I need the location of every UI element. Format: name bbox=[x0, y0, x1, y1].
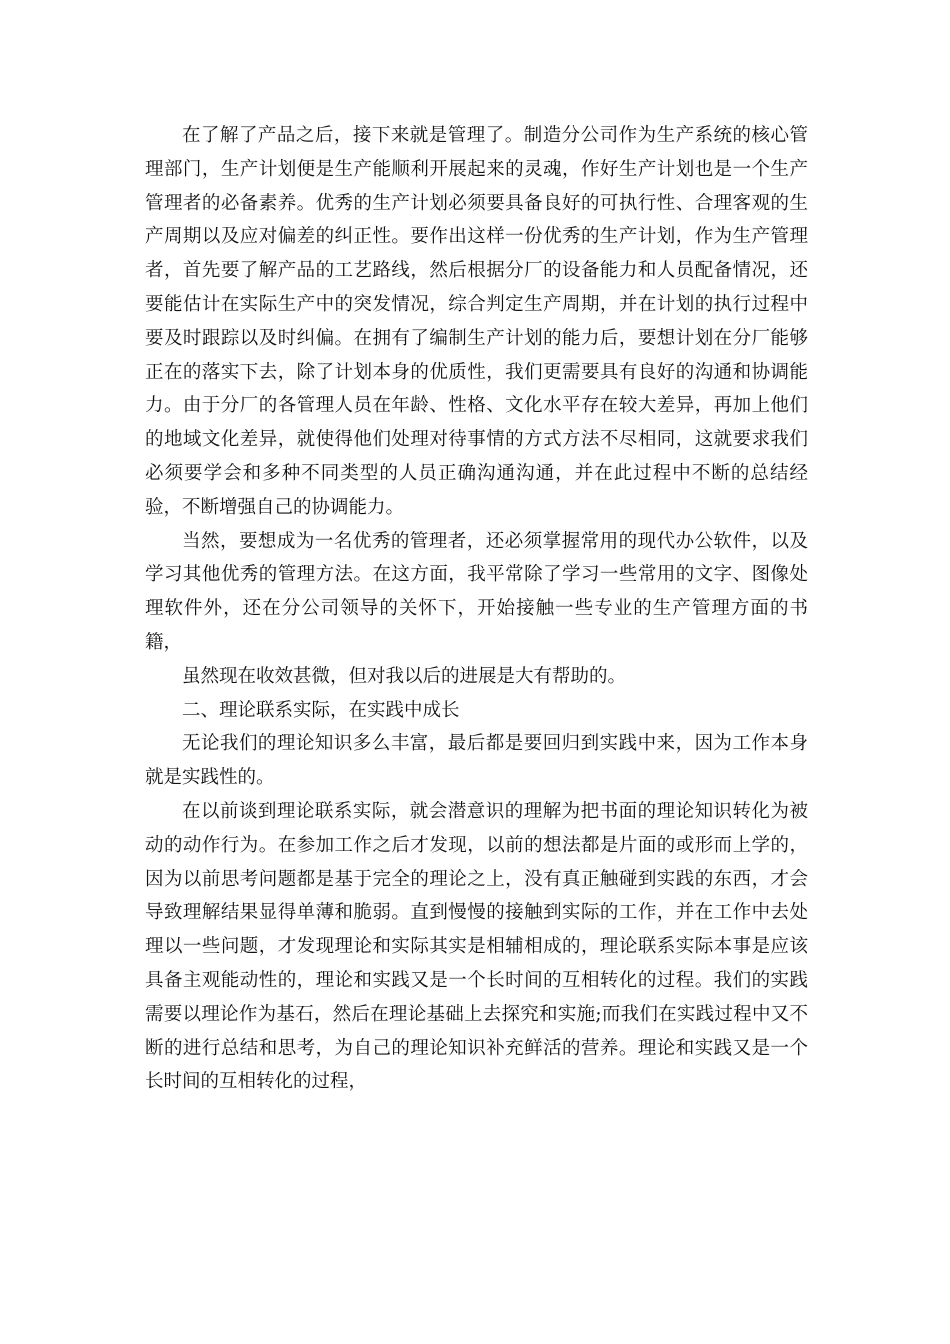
paragraph-theory-practice-conversion: 在以前谈到理论联系实际，就会潜意识的理解为把书面的理论知识转化为被动的动作行为。在参加工作之后才发现，以前的想法都是片面的或形而上学的，因为以前思考问题都是基于完全的理论之上，没有真正触碰到实践的东西，才会导致理解结果显得单薄和脆弱。直到慢慢的接触到实际的工作，并在工作中去处理以一些问题，才发现理论和实际其实是相辅相成的，理论联系实际本事是应该具备主观能动性的，理论和实践又是一个长时间的互相转化的过程。我们的实践需要以理论作为基石，然后在理论基础上去探究和实施;而我们在实践过程中又不断的进行总结和思考，为自己的理论知识补充鲜活的营养。理论和实践又是一个长时间的互相转化的过程， bbox=[145, 800, 808, 1093]
document-body bbox=[145, 119, 808, 1099]
paragraph-return-to-practice: 无论我们的理论知识多么丰富，最后都是要回归到实践中来，因为工作本身就是实践性的。 bbox=[145, 733, 808, 789]
paragraph-production-planning: 在了解了产品之后，接下来就是管理了。制造分公司作为生产系统的核心管理部门，生产计划便是生产能顺利开展起来的灵魂，作好生产计划也是一个生产管理者的必备素养。优秀的生产计划必须要具备良好的可执行性、合理客观的生产周期以及应对偏差的纠正性。要作出这样一份优秀的生产计划，作为生产管理者，首先要了解产品的工艺路线，然后根据分厂的设备能力和人员配备情况，还要能估计在实际生产中的突发情况，综合判定生产周期，并在计划的执行过程中要及时跟踪以及时纠偏。在拥有了编制生产计划的能力后，要想计划在分厂能够正在的落实下去，除了计划本身的优质性，我们更需要具有良好的沟通和协调能力。由于分厂的各管理人员在年龄、性格、文化水平存在较大差异，再加上他们的地域文化差异，就使得他们处理对待事情的方式方法不尽相同，这就要求我们必须要学会和多种不同类型的人员正确沟通沟通，并在此过程中不断的总结经验，不断增强自己的协调能力。 bbox=[145, 125, 808, 518]
paragraph-small-results: 虽然现在收效甚微，但对我以后的进展是大有帮助的。 bbox=[182, 665, 627, 687]
section-heading-theory-practice: 二、理论联系实际，在实践中成长 bbox=[182, 699, 460, 721]
paragraph-office-software: 当然，要想成为一名优秀的管理者，还必须掌握常用的现代办公软件，以及学习其他优秀的管理方法。在这方面，我平常除了学习一些常用的文字、图像处理软件外，还在分公司领导的关怀下，开始接触一些专业的生产管理方面的书籍， bbox=[145, 530, 808, 653]
